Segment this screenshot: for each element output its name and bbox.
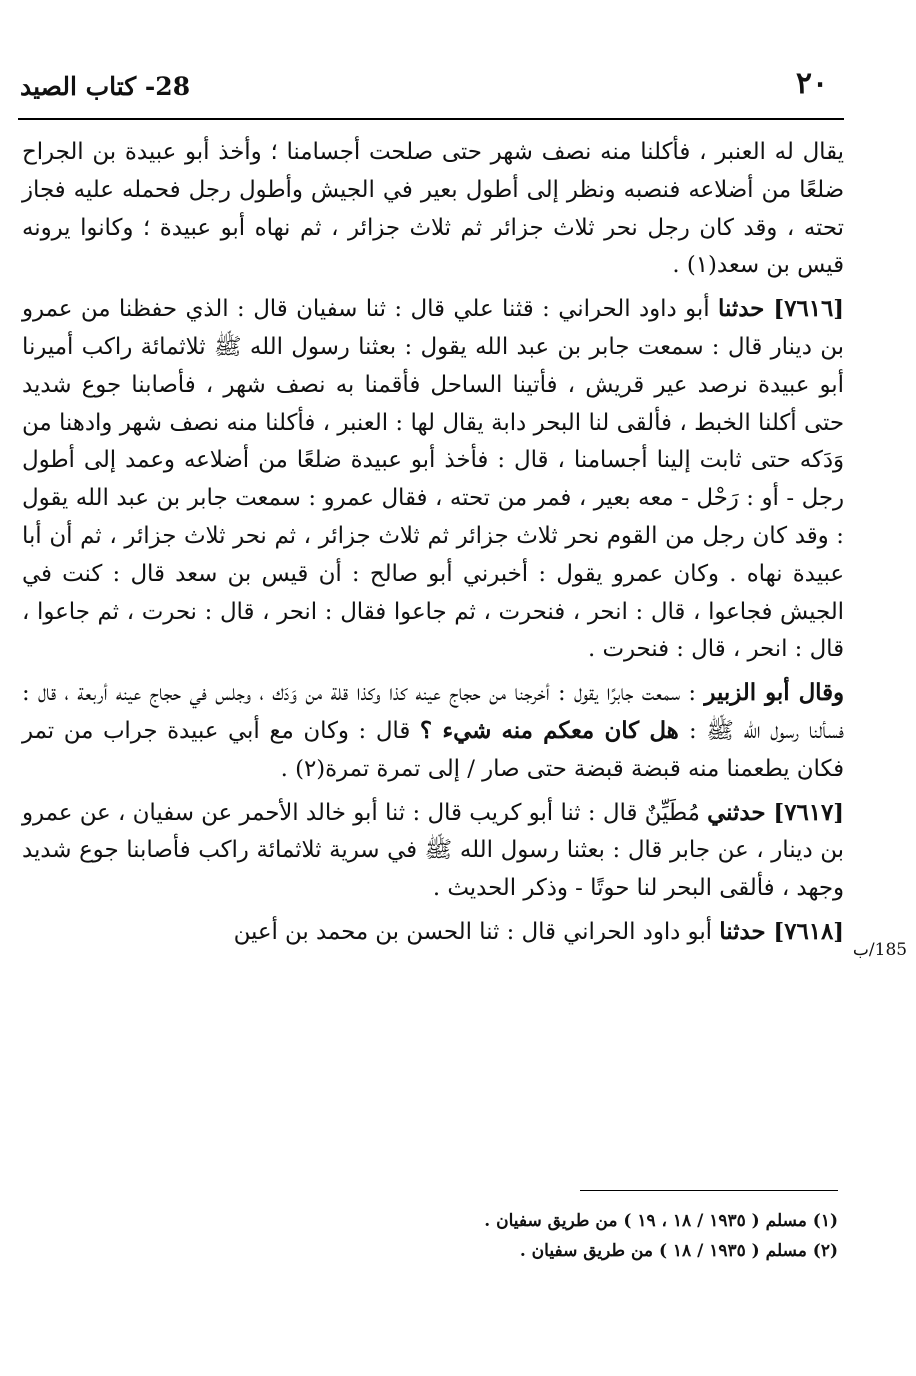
narrator-lead: وقال أبو الزبير [704, 680, 844, 707]
footnote-rule [580, 1190, 838, 1191]
body-text [22, 134, 844, 952]
paragraph [22, 795, 844, 908]
footnotes [330, 1206, 838, 1266]
paragraph-text: أبو داود الحراني قال : ثنا الحسن بن محمد بن أعين [233, 918, 720, 945]
paragraph [22, 914, 844, 952]
prophet-quote: هل كان معكم منه شيء ؟ [419, 717, 689, 744]
paragraph-text: مُطَيِّنٌ قال : ثنا أبو كريب قال : ثنا أبو خالد الأحمر عن سفيان ، عن عمرو بن دينار ، عن جابر قال : بعثنا رسول الله ﷺ في سرية ثلاثمائة راكب فأصابنا جوع شديد وجهد ، فألقى البحر لنا حوتًا - وذكر الحديث . [22, 799, 844, 902]
running-title: 28- كتاب الصيد [20, 72, 191, 101]
hadith-number-lead: [٧٦١٧] حدثني [707, 799, 844, 826]
paragraph-text: أبو داود الحراني : قثنا علي قال : ثنا سفيان قال : الذي حفظنا من عمرو بن دينار قال : سمعت جابر بن عبد الله يقول : بعثنا رسول الله ﷺ ثلاثمائة راكب أميرنا أبو عبيدة نرصد عير قريش ، فأتينا الساحل فأقمنا به نصف شهر ، فأصابنا جوع شديد حتى أكلنا الخبط ، فألقى لنا البحر دابة يقال لها : العنبر ، فأكلنا منه نصف شهر وادهنا من وَدَكه حتى ثابت إلينا أجسامنا ، قال : فأخذ أبو عبيدة ضلعًا من أضلاعه وعمد إلى أطول رجل - أو : رَحْل - معه بعير ، فمر من تحته ، فقال عمرو : سمعت جابر بن عبد الله يقول : وقد كان رجل من القوم نحر ثلاث جزائر ثم ثلاث جزائر ، ثم نحر ثلاث جزائر ، ثم أن أبا عبيدة نهاه . وكان عمرو يقول : أخبرني أبو صالح : أن قيس بن سعد قال : كنت في الجيش فجاعوا ، قال : انحر ، فنحرت ، ثم جاعوا فقال : انحر ، قال : نحرت ، ثم جاعوا ، قال : انحر ، قال : فنحرت . [22, 296, 845, 663]
paragraph [22, 134, 844, 285]
paragraph [22, 675, 844, 788]
margin-folio-note: 185/ب [852, 940, 908, 960]
paragraph [22, 291, 844, 669]
footnote: (٢) مسلم ( ١٩٣٥ / ١٨ ) من طريق سفيان . [519, 1241, 838, 1261]
paragraph-text-tail: قال : وكان مع أبي عبيدة جراب من تمر فكان يطعمنا منه قبضة قبضة حتى صار / إلى تمرة تمرة(٢) . [22, 717, 844, 782]
page-number: ٢٠ [795, 66, 829, 101]
hadith-number-lead: [٧٦١٦] حدثنا [718, 296, 845, 323]
header-rule [18, 118, 844, 120]
paragraph-text: : سمعت جابرًا يقول : أخرجنا من حجاج عينه كذا وكذا قلة من وَدَك ، وجلس في حجاج عينه أربعة ، قال : فسألنا رسول الله ﷺ : [22, 680, 844, 744]
footnote: (١) مسلم ( ١٩٣٥ / ١٨ ، ١٩ ) من طريق سفيان . [484, 1211, 838, 1231]
paragraph-text: يقال له العنبر ، فأكلنا منه نصف شهر حتى صلحت أجسامنا ؛ وأخذ أبو عبيدة بن الجراح ضلعًا من أضلاعه فنصبه ونظر إلى أطول بعير في الجيش وأطول رجل فحمله عليه فجاز تحته ، وقد كان رجل نحر ثلاث جزائر ثم ثلاث جزائر ، ثم نهاه أبو عبيدة ؛ وكانوا يرونه قيس بن سعد(١) . [22, 139, 844, 279]
hadith-number-lead: [٧٦١٨] حدثنا [719, 918, 844, 945]
